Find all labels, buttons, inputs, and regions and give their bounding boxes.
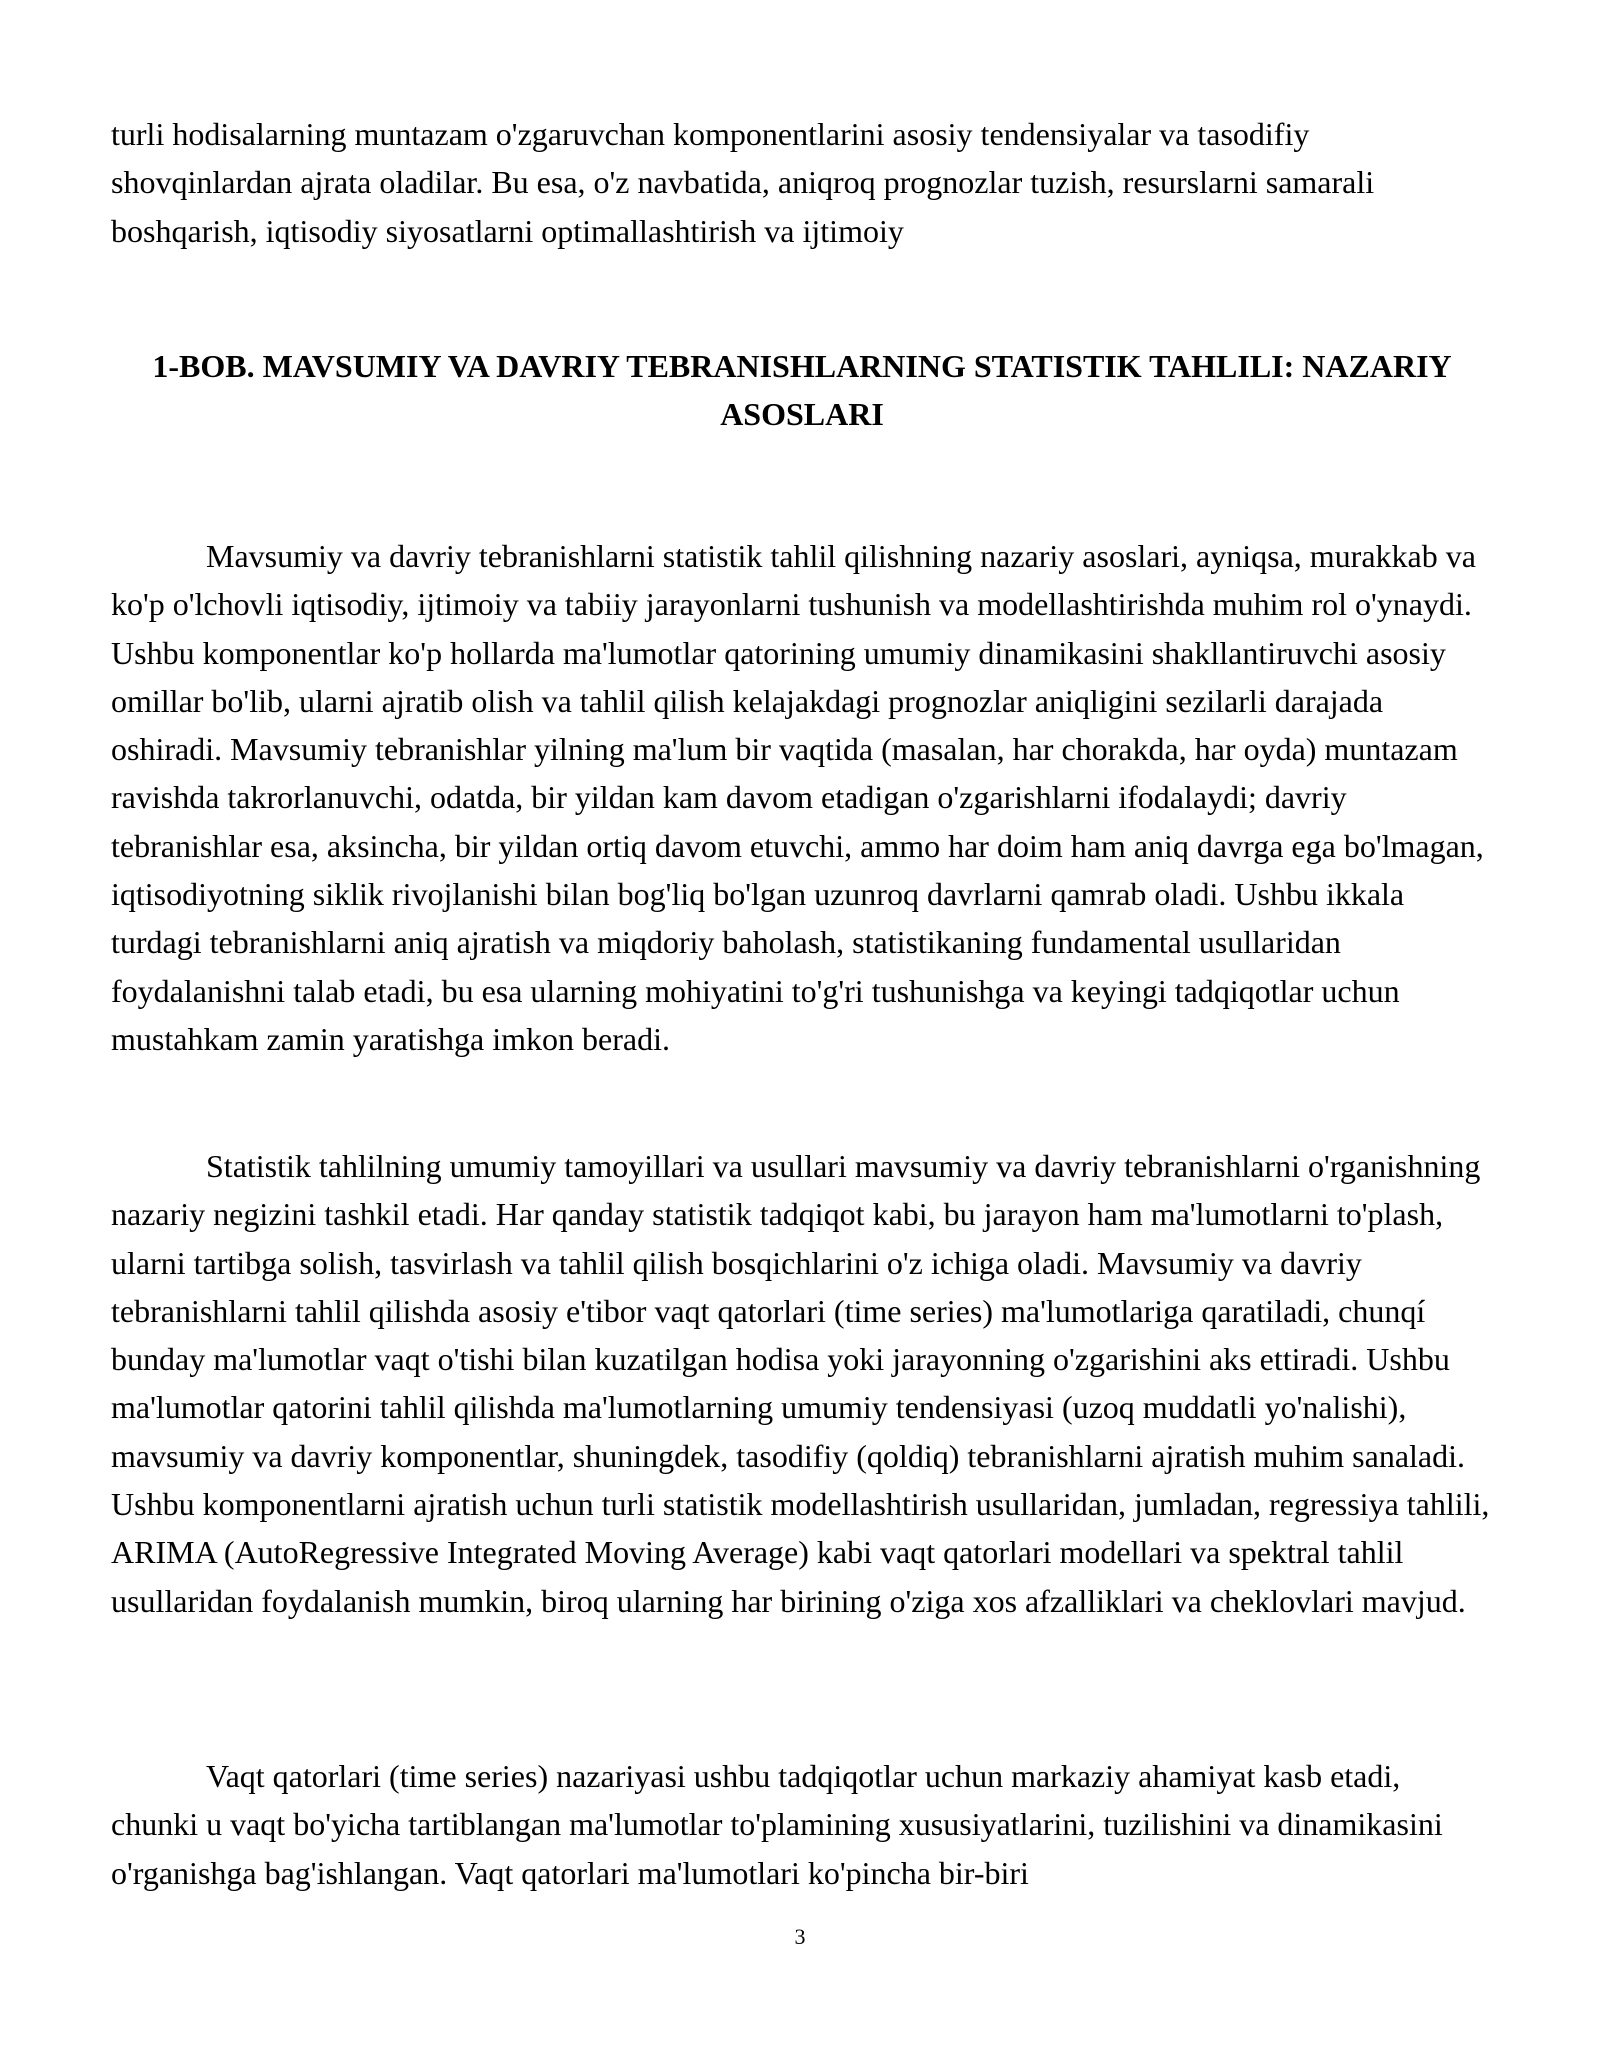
- page-number: 3: [794, 1924, 806, 1949]
- body-paragraph-1: Mavsumiy va davriy tebranishlarni statistik tahlil qilishning nazariy asoslari, ayniqsa, murakkab va ko'p o'lchovli iqtisodiy, ijtimoiy va tabiiy jarayonlarni tushunish va modellashtirishda muhim rol o'ynaydi. Ushbu komponentlar ko'p hollarda ma'lumotlar qatorining umumiy dinamikasini shakllantiruvchi asosiy omillar bo'lib, ularni ajratib olish va tahlil qilish kelajakdagi prognozlar aniqligini sezilarli darajada oshiradi. Mavsumiy tebranishlar yilning ma'lum bir vaqtida (masalan, har chorakda, har oyda) muntazam ravishda takrorlanuvchi, odatda, bir yildan kam davom etadigan o'zgarishlarni ifodalaydi; davriy tebranishlar esa, aksincha, bir yildan ortiq davom etuvchi, ammo har doim ham aniq davrga ega bo'lmagan, iqtisodiyotning siklik rivojlanishi bilan bog'liq bo'lgan uzunroq davrlarni qamrab oladi. Ushbu ikkala turdagi tebranishlarni aniq ajratish va miqdoriy baholash, statistikaning fundamental usullaridan foydalanishni talab etadi, bu esa ularning mohiyatini to'g'ri tushunishga va keyingi tadqiqotlar uchun mustahkam zamin yaratishga imkon beradi.: [111, 538, 1484, 1057]
- intro-paragraph: turli hodisalarning muntazam o'zgaruvchan komponentlarini asosiy tendensiyalar va tasodifiy shovqinlardan ajrata oladilar. Bu esa, o'z navbatida, aniqroq prognozlar tuzish, resurslarni samarali boshqarish, iqtisodiy siyosatlarni optimallashtirish va ijtimoiy: [111, 116, 1375, 249]
- body-paragraph-2: Statistik tahlilning umumiy tamoyillari va usullari mavsumiy va davriy tebranishlarni o'rganishning nazariy negizini tashkil etadi. Har qanday statistik tadqiqot kabi, bu jarayon ham ma'lumotlarni to'plash, ularni tartibga solish, tasvirlash va tahlil qilish bosqichlarini o'z ichiga oladi. Mavsumiy va davriy tebranishlarni tahlil qilishda asosiy e'tibor vaqt qatorlari (time series) ma'lumotlariga qaratiladi, chunqí bunday ma'lumotlar vaqt o'tishi bilan kuzatilgan hodisa yoki jarayonning o'zgarishini aks ettiradi. Ushbu ma'lumotlar qatorini tahlil qilishda ma'lumotlarning umumiy tendensiyasi (uzoq muddatli yo'nalishi), mavsumiy va davriy komponentlar, shuningdek, tasodifiy (qoldiq) tebranishlarni ajratish muhim sanaladi. Ushbu komponentlarni ajratish uchun turli statistik modellashtirish usullaridan, jumladan, regressiya tahlili, ARIMA (AutoRegressive Integrated Moving Average) kabi vaqt qatorlari modellari va spektral tahlil usullaridan foydalanish mumkin, biroq ularning har birining o'ziga xos afzalliklari va cheklovlari mavjud.: [111, 1148, 1490, 1619]
- chapter-heading: 1-BOB. MAVSUMIY VA DAVRIY TEBRANISHLARNING STATISTIK TAHLILI: NAZARIY ASOSLARI: [152, 348, 1452, 432]
- body-paragraph-3: Vaqt qatorlari (time series) nazariyasi ushbu tadqiqotlar uchun markaziy ahamiyat kasb etadi, chunki u vaqt bo'yicha tartiblangan ma'lumotlar to'plamining xususiyatlarini, tuzilishini va dinamikasini o'rganishga bag'ishlangan. Vaqt qatorlari ma'lumotlari ko'pincha bir-biri: [111, 1758, 1443, 1891]
